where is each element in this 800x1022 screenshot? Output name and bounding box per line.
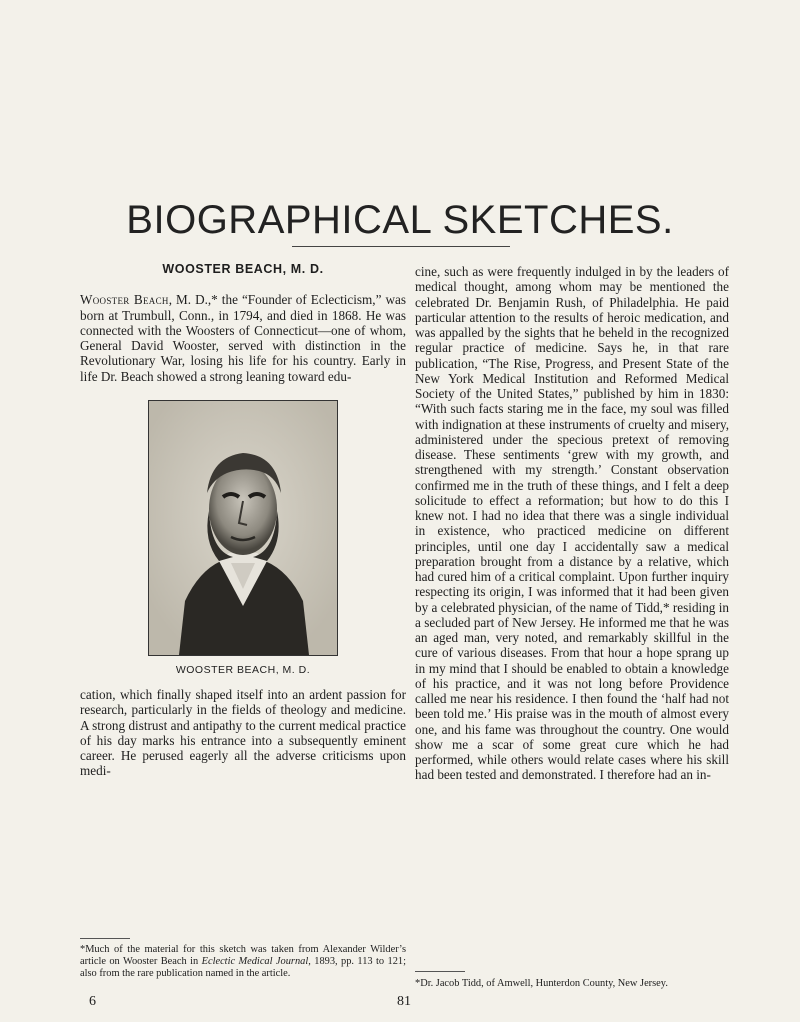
title-rule xyxy=(292,246,510,247)
right-column xyxy=(415,264,729,783)
page-number-left: 6 xyxy=(89,994,96,1009)
page-number-right: 81 xyxy=(397,994,411,1009)
footnote-left-text-a: *Much of the material for this sketch was taken from Alexander Wilder’s article on Wooster Beach in xyxy=(80,944,406,967)
lead-name: Wooster Beach xyxy=(80,292,169,308)
portrait-image xyxy=(148,400,338,656)
footnote-left xyxy=(80,944,406,979)
left-continuation-paragraph: cation, which finally shaped itself into an ardent passion for research, particularly in the fields of theology and medicine. A strong distrust and antipathy to the current medical practice of his day marks his entrance into a subsequently eminent career. He perused eagerly all the adverse criticisms upon medi- xyxy=(80,687,406,779)
intro-paragraph xyxy=(80,292,406,384)
page-title: BIOGRAPHICAL SKETCHES. xyxy=(126,198,674,242)
left-column xyxy=(80,262,406,779)
footnote-left-text-b: , 1893, pp. 113 to 121; also from the rare publication named in the article. xyxy=(80,955,406,979)
footnote-left-journal: Eclectic Medical Journal xyxy=(201,955,309,967)
portrait-illustration xyxy=(149,401,337,655)
article-heading: WOOSTER BEACH, M. D. xyxy=(162,262,324,276)
intro-text: , M. D.,* the “Founder of Eclecticism,” was born at Trumbull, Conn., in 1794, and died in 1868. He was connected with the Woosters of Connecticut—one of whom, General David Wooster, served with distinction in the Revolutionary War, losing his life for his country. Early in life Dr. Beach showed a strong leaning toward edu- xyxy=(80,292,406,384)
footnote-rule-left xyxy=(80,938,130,939)
portrait-caption: WOOSTER BEACH, M. D. xyxy=(175,663,311,676)
footnote-rule-right xyxy=(415,971,465,972)
right-column-paragraph: cine, such as were frequently indulged in by the leaders of medical thought, among whom may be mentioned the celebrated Dr. Benjamin Rush, of Philadelphia. He paid particular attention to the results of heroic medication, and was appalled by the sights that he beheld in the recognized regular practice of medicine. Says he, in that rare publication, “The Rise, Progress, and Present State of the New York Medical Institution and Reformed Medical Society of the United States,” published by him in 1830: “With such facts staring me in the face, my soul was filled with indignation at these instruments of cruelty and misery, administered under the specious pretext of removing disease. These sentiments ‘grew with my growth, and strengthened with my strength.’ Constant observation confirmed me in the truth of these things, and I felt a deep solicitude to effect a reformation; but how to do this I knew not. I had no idea that there was a single individual in existence, who practiced medicine on different principles, until one day I accidentally saw a medical preparation brought from a distance by a relative, which had cured him of a critical complaint. Upon further inquiry respecting its origin, I was informed that it had been given by a celebrated physician, of the name of Tidd,* residing in a secluded part of New Jersey. He informed me that he was an aged man, very noted, and remarkably skillful in the cure of various diseases. From that hour a hope sprang up in my mind that I should be enabled to obtain a knowledge of his practice, and it was not long before Providence called me near his residence. I then found the ‘half had not been told me.’ His praise was in the mouth of almost every one, and his fame was throughout the country. One would show me a scar of some great cure which he had performed, while others would relate cases where his skill had been tested and demonstrated. I therefore had an in- xyxy=(415,264,729,783)
footnote-right: *Dr. Jacob Tidd, of Amwell, Hunterdon County, New Jersey. xyxy=(415,978,668,989)
